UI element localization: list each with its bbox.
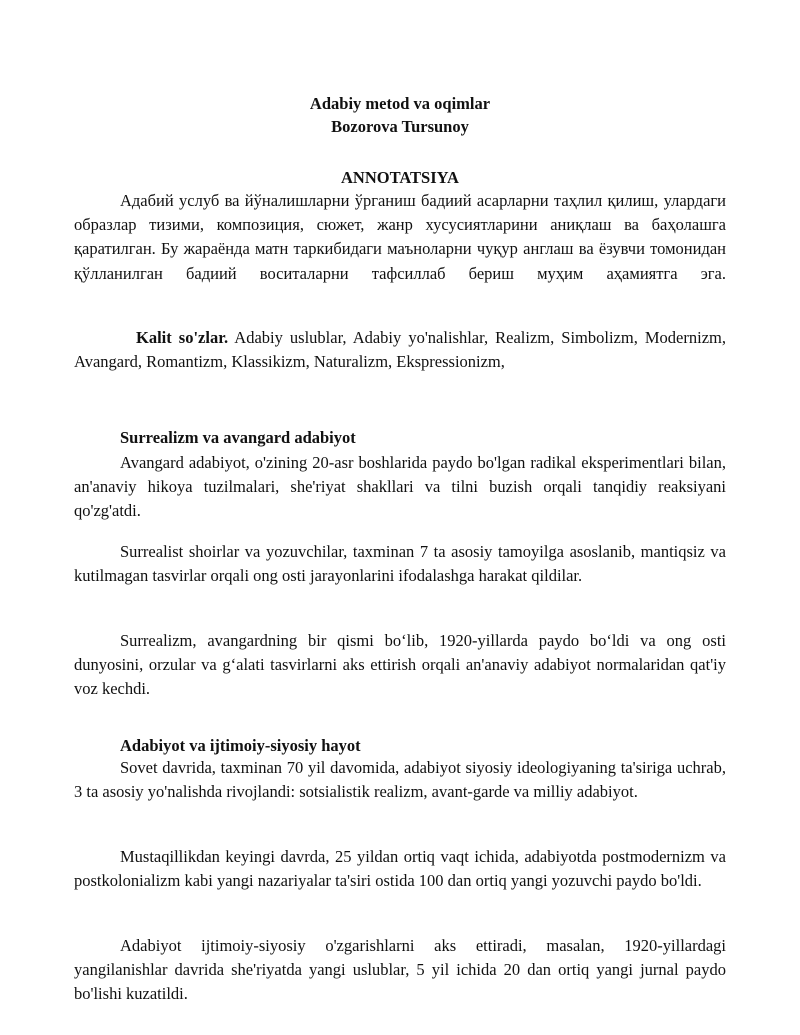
section-heading-surrealism: Surrealizm va avangard adabiyot: [120, 428, 356, 447]
paragraph: Avangard adabiyot, o'zining 20-asr boshlarida paydo bo'lgan radikal eksperimentlari bilan, an'anaviy hikoya tuzilmalari, she'riyat shakllari va tilni buzish orqali tanqidiy reaksiyani qo'zg'atdi.: [74, 453, 726, 521]
paragraph: Sovet davrida, taxminan 70 yil davomida, adabiyot siyosiy ideologiyaning ta'siriga uchrab, 3 ta asosiy yo'nalishda rivojlandi: sotsialistik realizm, avant-garde va milliy adabiyot.: [74, 758, 726, 802]
paragraph: Mustaqillikdan keyingi davrda, 25 yildan ortiq vaqt ichida, adabiyotda postmodernizm va postkolonializm kabi yangi nazariyalar ta'siri ostida 100 dan ortiq yangi yozuvchi paydo bo'ldi.: [74, 847, 726, 891]
annotation-text: Адабий услуб ва йўналишларни ўрганиш бадиий асарларни таҳлил қилиш, улардаги образлар тизими, композиция, сюжет, жанр хусусиятларини аниқлаш ва баҳолашга қаратилган. Бу жараёнда матн таркибидаги маъноларни чуқур англаш ва ёзувчи томонидан қўлланилган бадиий воситаларни тафсиллаб бериш муҳим аҳамиятга эга.: [74, 191, 726, 283]
section-heading-society: Adabiyot va ijtimoiy-siyosiy hayot: [120, 736, 361, 755]
keywords-paragraph: [74, 326, 726, 374]
annotation-heading: ANNOTATSIYA: [341, 168, 459, 187]
paragraph: Adabiyot ijtimoiy-siyosiy o'zgarishlarni aks ettiradi, masalan, 1920-yillardagi yangilanishlar davrida she'riyatda yangi uslublar, 5 yil ichida 20 dan ortiq yangi jurnal paydo bo'lishi kuzatildi.: [74, 936, 726, 1004]
paragraph: Surrealist shoirlar va yozuvchilar, taxminan 7 ta asosiy tamoyilga asoslanib, mantiqsiz va kutilmagan tasvirlar orqali ong osti jarayonlarini ifodalashga harakat qildilar.: [74, 542, 726, 586]
keywords-label: Kalit so'zlar.: [136, 328, 229, 347]
author-name: Bozorova Tursunoy: [331, 117, 469, 136]
keywords-list: Adabiy uslublar, Adabiy yo'nalishlar, Realizm, Simbolizm, Modernizm, Avangard, Romantizm, Klassikizm, Naturalizm, Ekspressionizm,: [74, 328, 726, 372]
paragraph: Surrealizm, avangardning bir qismi bo‘lib, 1920-yillarda paydo bo‘ldi va ong osti dunyosini, orzular va g‘alati tasvirlarni aks ettirish orqali an'anaviy adabiyot normalaridan qat'iy voz kechdi.: [74, 631, 726, 699]
document-title: Adabiy metod va oqimlar: [309, 94, 491, 113]
